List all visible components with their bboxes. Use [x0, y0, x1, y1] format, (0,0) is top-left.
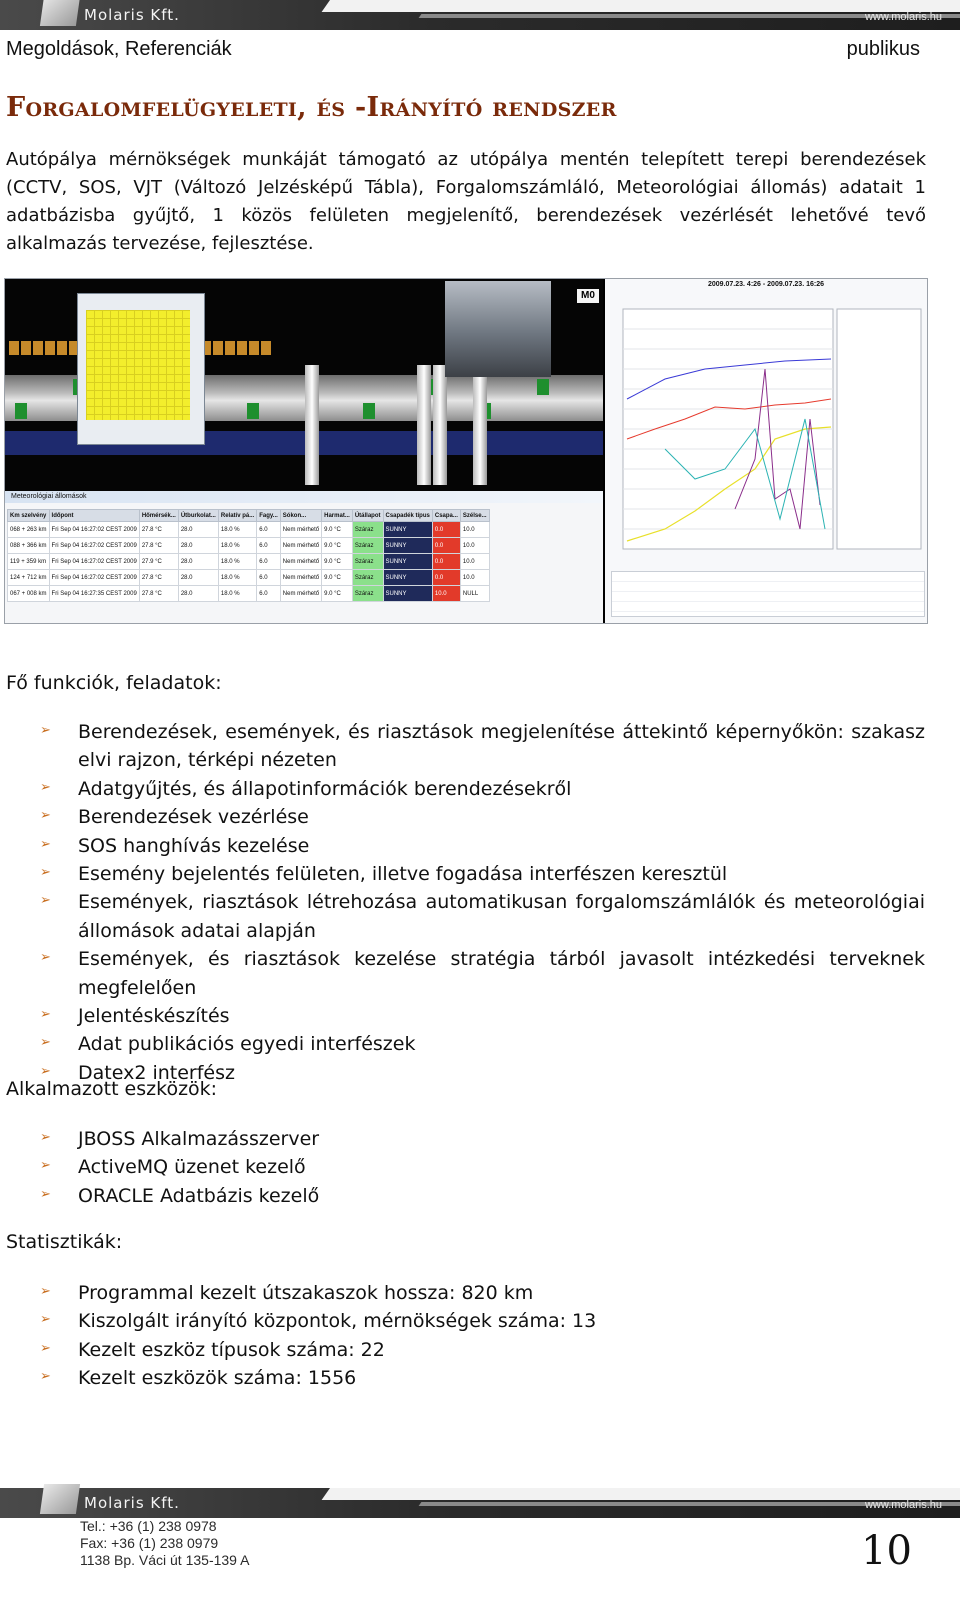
list-item-text: Esemény bejelentés felületen, illetve fogadása interfészen keresztül: [78, 863, 728, 886]
table-cell: Fri Sep 04 16:27:02 CEST 2009: [49, 538, 139, 554]
table-cell: 10.0: [460, 522, 489, 538]
arrow-bullet-icon: ➢: [40, 1369, 51, 1385]
meteo-column-header: Relatív pá...: [218, 510, 256, 522]
company-logo-icon: [40, 0, 80, 26]
table-cell: 9.0 °C: [322, 586, 353, 602]
footer-logo-text: Molaris Kft.: [84, 1494, 180, 1512]
table-cell: 10.0: [432, 586, 460, 602]
table-cell: 10.0: [460, 538, 489, 554]
table-cell: 6.0: [257, 538, 281, 554]
list-item: [40, 1307, 925, 1335]
table-cell: 27.8 °C: [139, 538, 178, 554]
table-cell: SUNNY: [383, 538, 432, 554]
table-cell: 6.0: [257, 522, 281, 538]
cctv-camera-view: [445, 281, 551, 377]
list-item-text: Adat publikációs egyedi interfészek: [78, 1033, 416, 1056]
table-cell: 9.0 °C: [322, 522, 353, 538]
meteo-column-header: Km szelvény: [8, 510, 50, 522]
footer-url: www.molaris.hu: [864, 1499, 942, 1511]
scada-road-diagram: [5, 279, 603, 497]
functions-heading: Fő funkciók, feladatok:: [6, 672, 222, 694]
list-item-text: Datex2 interfész: [78, 1061, 235, 1084]
table-cell: 067 + 008 km: [8, 586, 50, 602]
table-cell: 9.0 °C: [322, 538, 353, 554]
table-cell: 6.0: [257, 586, 281, 602]
contact-address: 1138 Bp. Váci út 135-139 A: [80, 1552, 250, 1568]
list-item: [40, 718, 925, 775]
arrow-bullet-icon: ➢: [40, 1312, 51, 1328]
device-status-marker: [247, 403, 259, 419]
page-number: 10: [861, 1528, 912, 1574]
table-cell: 10.0: [460, 554, 489, 570]
list-item-text: Kezelt eszközök száma: 1556: [78, 1367, 357, 1390]
device-status-marker: [363, 403, 375, 419]
list-item: [40, 775, 925, 803]
table-row: [8, 538, 490, 554]
footer-logo-icon: [40, 1484, 80, 1514]
device-marker: [21, 341, 31, 355]
popup-window: [77, 293, 205, 445]
table-cell: 18.0 %: [218, 570, 256, 586]
functions-list: [40, 718, 925, 1087]
company-logo-text: Molaris Kft.: [84, 6, 180, 24]
table-cell: Száraz: [352, 554, 383, 570]
device-marker: [237, 341, 247, 355]
table-cell: Fri Sep 04 16:27:02 CEST 2009: [49, 570, 139, 586]
arrow-bullet-icon: ➢: [40, 1340, 51, 1356]
table-cell: Száraz: [352, 586, 383, 602]
meteo-stations-window: [5, 491, 603, 623]
page-title: Forgalomfelügyeleti, és -Irányító rendszer: [6, 92, 617, 123]
system-screenshot-figure: [4, 278, 928, 624]
table-cell: 18.0 %: [218, 586, 256, 602]
table-cell: 28.0: [178, 522, 218, 538]
table-cell: 0.0: [432, 522, 460, 538]
table-cell: 27.9 °C: [139, 554, 178, 570]
table-cell: Nem mérhető: [280, 570, 321, 586]
table-cell: Száraz: [352, 538, 383, 554]
table-cell: 088 + 366 km: [8, 538, 50, 554]
list-item: [40, 1279, 925, 1307]
arrow-bullet-icon: ➢: [40, 1007, 51, 1023]
table-cell: 9.0 °C: [322, 570, 353, 586]
list-item-text: Jelentéskészítés: [78, 1005, 230, 1028]
table-cell: 0.0: [432, 570, 460, 586]
device-marker: [249, 341, 259, 355]
chart-legend: [611, 571, 925, 617]
arrow-bullet-icon: ➢: [40, 893, 51, 909]
table-cell: SUNNY: [383, 522, 432, 538]
table-cell: 0.0: [432, 554, 460, 570]
table-cell: SUNNY: [383, 570, 432, 586]
table-row: [8, 570, 490, 586]
running-header-right: publikus: [846, 38, 920, 60]
table-cell: SUNNY: [383, 554, 432, 570]
table-cell: 27.8 °C: [139, 570, 178, 586]
table-cell: 6.0: [257, 570, 281, 586]
table-cell: 6.0: [257, 554, 281, 570]
table-cell: 18.0 %: [218, 554, 256, 570]
arrow-bullet-icon: ➢: [40, 1130, 51, 1145]
device-marker: [33, 341, 43, 355]
device-marker: [213, 341, 223, 355]
list-item: [40, 860, 925, 888]
table-cell: Fri Sep 04 16:27:02 CEST 2009: [49, 554, 139, 570]
table-cell: Nem mérhető: [280, 554, 321, 570]
device-marker: [225, 341, 235, 355]
tools-heading: Alkalmazott eszközök:: [6, 1078, 218, 1100]
meteo-window-title: Meteorológiai állomások: [5, 491, 603, 503]
meteo-column-header: Időpont: [49, 510, 139, 522]
table-row: [8, 586, 490, 602]
device-status-marker: [537, 379, 549, 395]
table-cell: 28.0: [178, 538, 218, 554]
stats-list: [40, 1279, 925, 1393]
table-cell: 18.0 %: [218, 538, 256, 554]
table-cell: 9.0 °C: [322, 554, 353, 570]
table-cell: SUNNY: [383, 586, 432, 602]
arrow-bullet-icon: ➢: [40, 1063, 51, 1079]
list-item: [40, 1030, 925, 1058]
header-band: [0, 0, 960, 30]
table-cell: Nem mérhető: [280, 586, 321, 602]
list-item-text: SOS hanghívás kezelése: [78, 834, 310, 857]
table-cell: 10.0: [460, 570, 489, 586]
table-cell: Nem mérhető: [280, 522, 321, 538]
meteo-column-header: Csapa...: [432, 510, 460, 522]
list-item: [40, 1336, 925, 1364]
meteo-table: [7, 509, 490, 602]
table-cell: 0.0: [432, 538, 460, 554]
meteo-column-header: Útburkolat...: [178, 510, 218, 522]
table-cell: 28.0: [178, 586, 218, 602]
list-item-text: JBOSS Alkalmazásszerver: [78, 1128, 320, 1150]
table-cell: 068 + 263 km: [8, 522, 50, 538]
list-item-text: Adatgyűjtés, és állapotinformációk berendezésekről: [78, 777, 572, 800]
list-item-text: Események, riasztások létrehozása automatikusan forgalomszámlálók és meteorológiai állomások adatai alapján: [78, 891, 925, 942]
device-status-marker: [15, 403, 27, 419]
device-marker: [9, 341, 19, 355]
list-item: [40, 1182, 925, 1210]
list-item-text: Berendezések vezérlése: [78, 806, 309, 829]
list-item: [40, 1002, 925, 1030]
meteo-column-header: Útállapot: [352, 510, 383, 522]
running-header-left: Megoldások, Referenciák: [6, 38, 232, 60]
list-item-text: Berendezések, események, és riasztások megjelenítése áttekintő képernyőkön: szakasz elvi rajzon, térképi nézeten: [78, 721, 925, 772]
table-cell: Fri Sep 04 16:27:35 CEST 2009: [49, 586, 139, 602]
list-item-text: Programmal kezelt útszakaszok hossza: 820 km: [78, 1282, 534, 1304]
table-cell: Száraz: [352, 570, 383, 586]
list-item: [40, 1153, 925, 1181]
list-item-text: Kiszolgált irányító központok, mérnökségek száma: 13: [78, 1310, 597, 1333]
table-cell: 27.8 °C: [139, 522, 178, 538]
list-item-text: ActiveMQ üzenet kezelő: [78, 1156, 306, 1179]
table-cell: Nem mérhető: [280, 538, 321, 554]
table-cell: Száraz: [352, 522, 383, 538]
motorway-sign: M0: [577, 289, 599, 303]
table-cell: Fri Sep 04 16:27:02 CEST 2009: [49, 522, 139, 538]
arrow-bullet-icon: ➢: [40, 723, 51, 738]
device-marker: [261, 341, 271, 355]
table-cell: 27.8 °C: [139, 586, 178, 602]
meteo-column-header: Fagy...: [257, 510, 281, 522]
intro-paragraph: Autópálya mérnökségek munkáját támogató az utópálya mentén telepített terepi berendezések (CCTV, SOS, VJT (Változó Jelzésképű Tábla), Forgalomszámláló, Meteorológiai állomás) adatait 1 adatbázisba gyűjtő, 1 közös felületen megjelenítő, berendezések vezérlését lehetővé tevő alkalmazás tervezése, fejlesztése.: [6, 149, 926, 254]
contact-phone: Tel.: +36 (1) 238 0978: [80, 1518, 217, 1534]
table-row: [8, 554, 490, 570]
contact-fax: Fax: +36 (1) 238 0979: [80, 1535, 219, 1551]
arrow-bullet-icon: ➢: [40, 950, 51, 966]
contact-block: [80, 1518, 249, 1569]
arrow-bullet-icon: ➢: [40, 1035, 51, 1051]
yellow-grid-panel: [86, 310, 190, 420]
list-item: [40, 832, 925, 860]
stats-heading: Statisztikák:: [6, 1231, 123, 1253]
list-item: [40, 803, 925, 831]
list-item: [40, 1364, 925, 1392]
footer-band: [0, 1488, 960, 1518]
meteo-column-header: Harmat...: [322, 510, 353, 522]
meteo-column-header: Csapadék típus: [383, 510, 432, 522]
arrow-bullet-icon: ➢: [40, 808, 51, 824]
arrow-bullet-icon: ➢: [40, 865, 51, 881]
arrow-bullet-icon: ➢: [40, 1186, 51, 1202]
table-cell: 28.0: [178, 570, 218, 586]
chart-value-table: [837, 309, 921, 549]
list-item-text: Kezelt eszköz típusok száma: 22: [78, 1338, 385, 1361]
header-url: www.molaris.hu: [864, 11, 942, 23]
meteo-column-header: Szélse...: [460, 510, 489, 522]
arrow-bullet-icon: ➢: [40, 1158, 51, 1174]
meteo-column-header: Hőmérsék...: [139, 510, 178, 522]
list-item: [40, 1125, 925, 1153]
tools-list: [40, 1125, 925, 1210]
table-cell: 28.0: [178, 554, 218, 570]
device-marker: [57, 341, 67, 355]
list-item: [40, 888, 925, 945]
meteo-column-header: Sókon...: [280, 510, 321, 522]
device-marker: [45, 341, 55, 355]
arrow-bullet-icon: ➢: [40, 1284, 51, 1299]
arrow-bullet-icon: ➢: [40, 836, 51, 852]
chart-title: 2009.07.23. 4:26 - 2009.07.23. 16:26: [708, 281, 824, 288]
table-cell: 124 + 712 km: [8, 570, 50, 586]
arrow-bullet-icon: ➢: [40, 779, 51, 795]
list-item-text: Események, és riasztások kezelése stratégia tárból javasolt intézkedési terveknek megfelelően: [78, 948, 925, 999]
list-item-text: ORACLE Adatbázis kezelő: [78, 1184, 320, 1207]
table-cell: 18.0 %: [218, 522, 256, 538]
measurement-chart: [605, 279, 927, 623]
table-row: [8, 522, 490, 538]
table-cell: NULL: [460, 586, 489, 602]
list-item: [40, 945, 925, 1002]
table-cell: 119 + 359 km: [8, 554, 50, 570]
